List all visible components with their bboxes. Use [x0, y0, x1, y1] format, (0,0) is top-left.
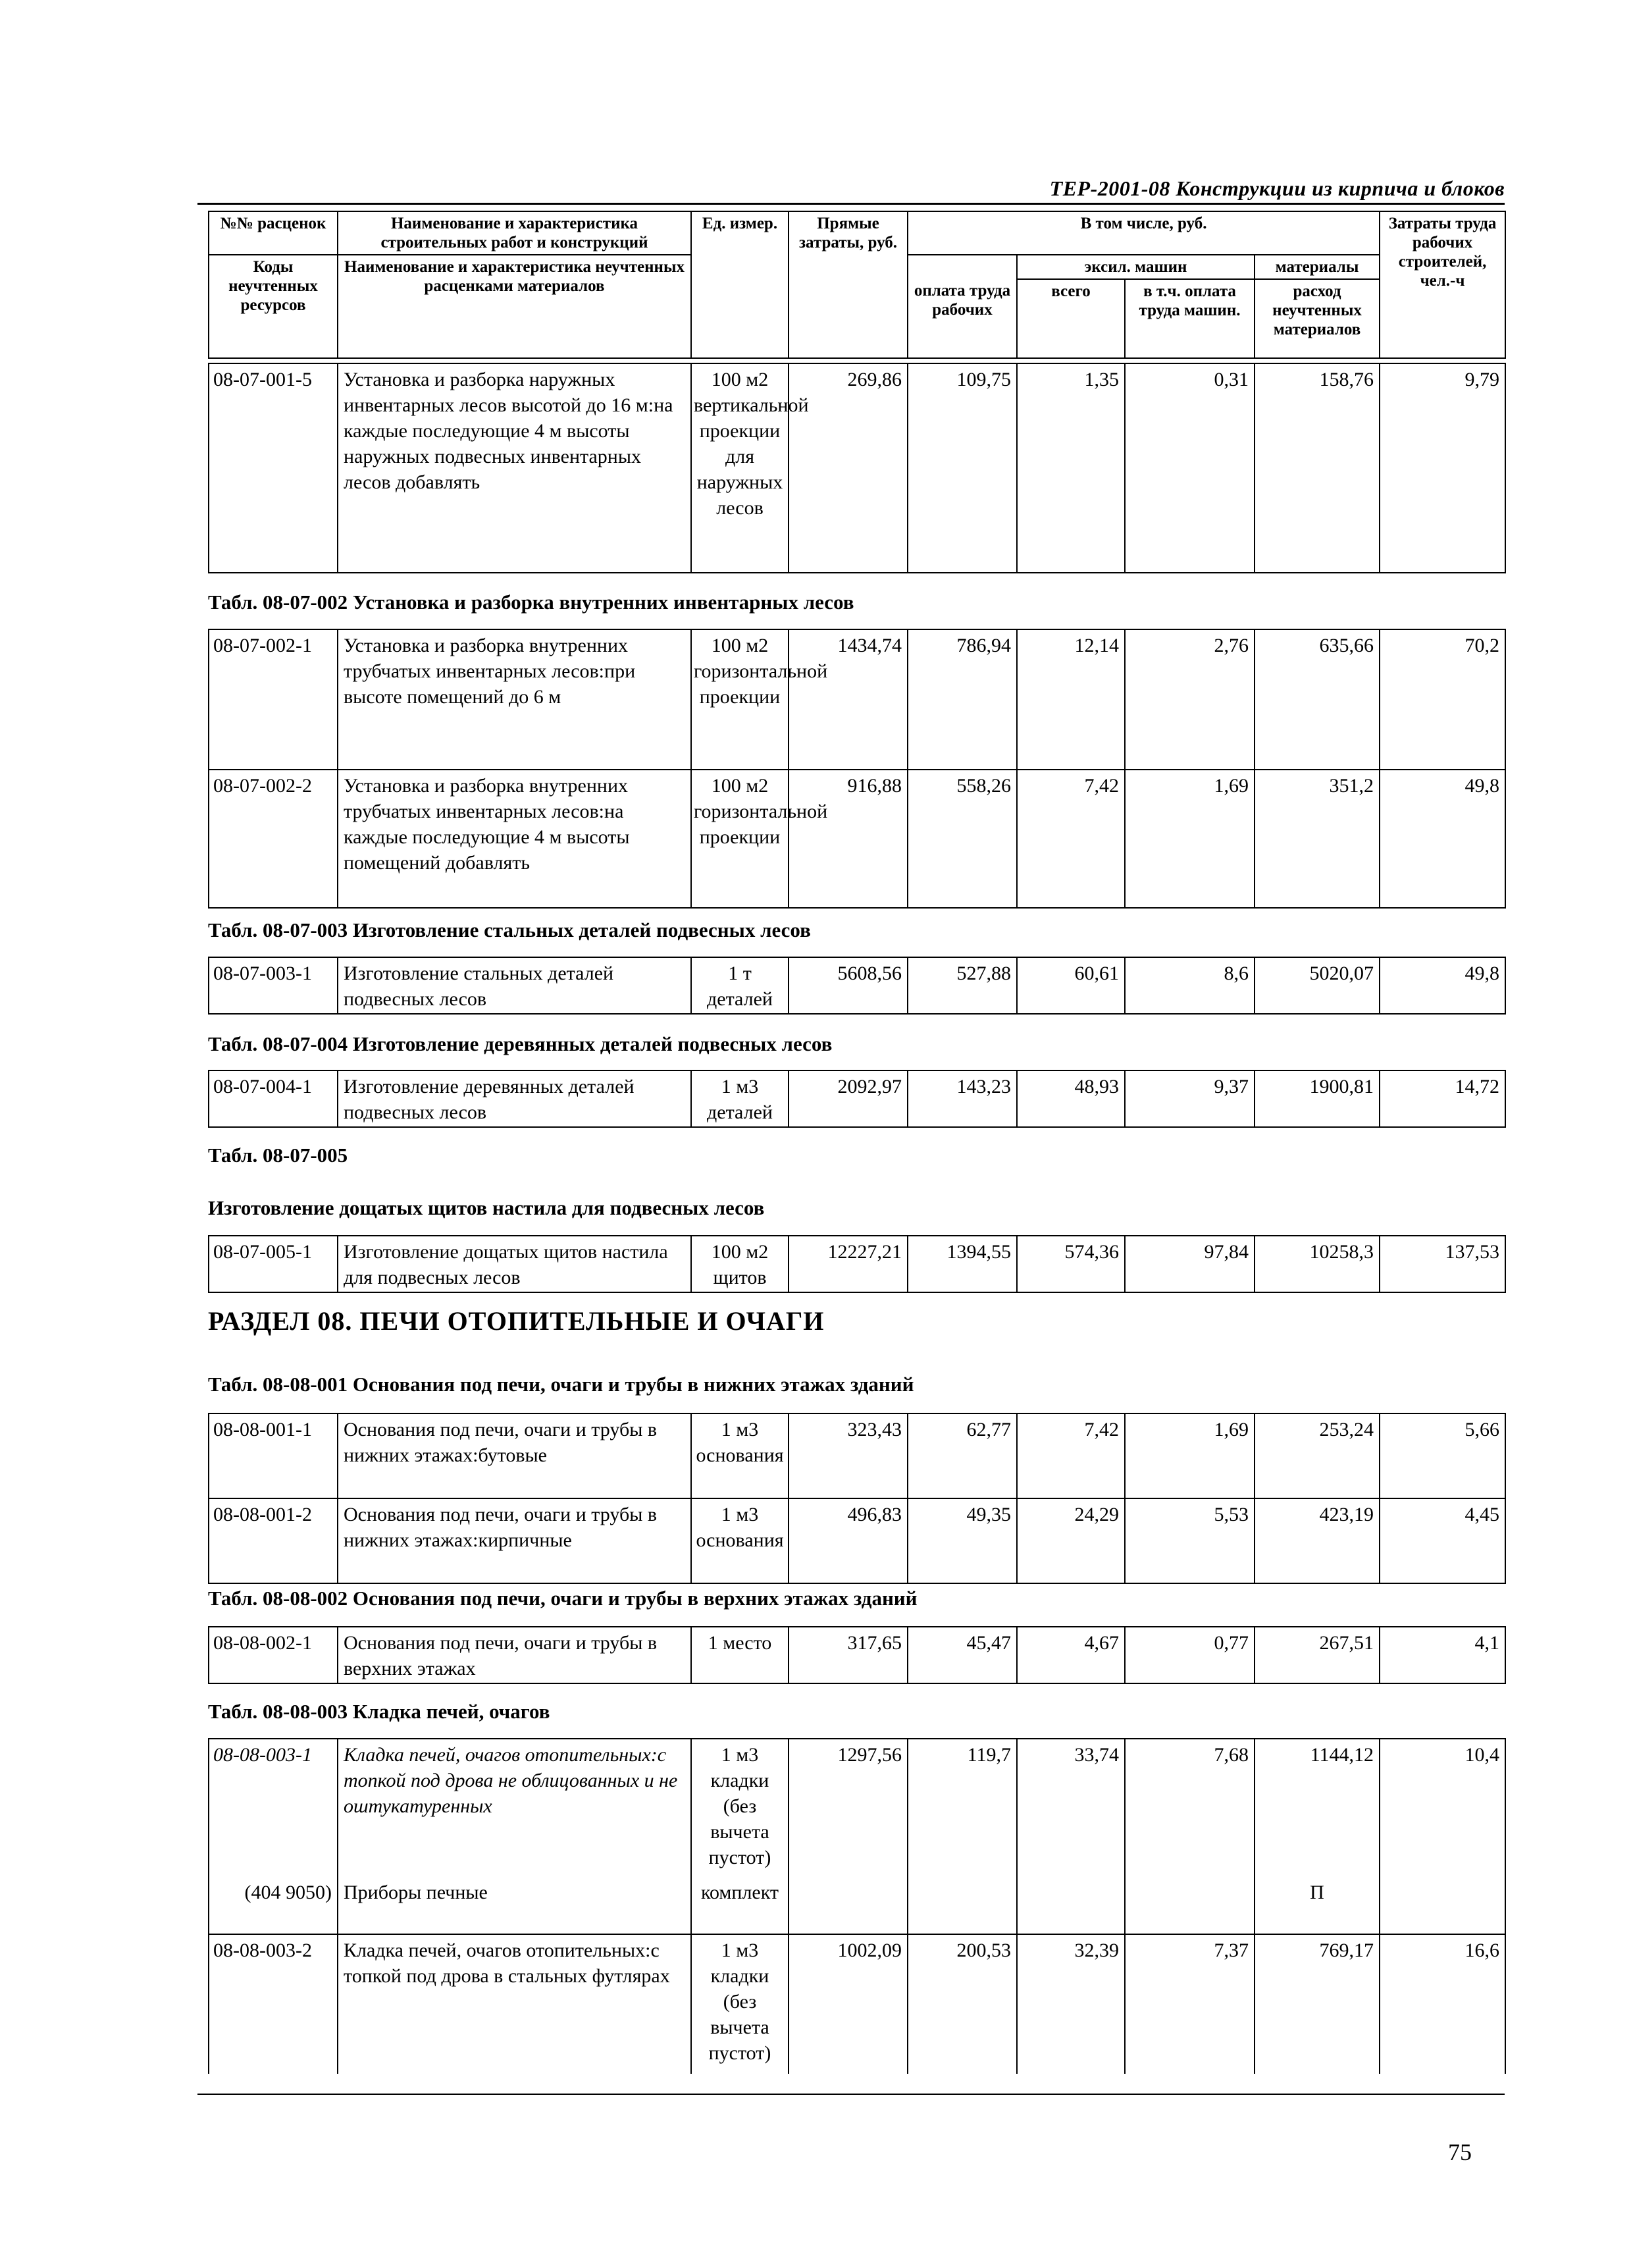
- table-08-07-003: [208, 957, 1506, 1015]
- footer-rule: [197, 2094, 1505, 2095]
- column-header-table: [208, 211, 1506, 359]
- table-08-08-003: [208, 1738, 1506, 2074]
- page-number: 75: [1448, 2139, 1472, 2165]
- table-row: 08-08-003-2 Кладка печей, очагов отопительных:с топкой под дрова в стальных футлярах 1 м3 кладки (без вычета пустот) 1002,09 200,53 32,39 7,37 769,17 16,6: [209, 1934, 1505, 2074]
- table-08-08-002: [208, 1626, 1506, 1684]
- header-code-label: №№ расценок: [209, 211, 338, 255]
- table-row: 08-08-002-1 Основания под печи, очаги и трубы в верхних этажах 1 место 317,65 45,47 4,67 0,77 267,51 4,1: [209, 1627, 1505, 1683]
- header-labor-pay-top: [908, 255, 1017, 279]
- caption-08-07-002: Табл. 08-07-002 Установка и разборка внутренних инвентарных лесов: [208, 591, 854, 614]
- header-incl: В том числе, руб.: [908, 211, 1380, 255]
- header-machines-total: всего: [1017, 279, 1125, 358]
- caption-08-07-005: Табл. 08-07-005: [208, 1144, 348, 1167]
- header-materials: материалы: [1255, 255, 1380, 279]
- header-material-label: Наименование и характеристика неучтенных расценками материалов: [338, 255, 691, 358]
- table-row: 08-07-003-1 Изготовление стальных деталей подвесных лесов 1 т деталей 5608,56 527,88 60,61 8,6 5020,07 49,8: [209, 957, 1505, 1014]
- table-row: 08-08-001-2 Основания под печи, очаги и трубы в нижних этажах:кирпичные 1 м3 основания 496,83 49,35 24,29 5,53 423,19 4,45: [209, 1498, 1505, 1583]
- table-row: 08-07-001-5 Установка и разборка наружных инвентарных лесов высотой до 16 м:на каждые последующие 4 м высоты наружных подвесных инвентарных лесов добавлять 100 м2 вертикальной проекции для наружных лесов 269,86 109,75 1,35 0,31 158,76 9,79: [209, 363, 1505, 573]
- caption-08-07-003: Табл. 08-07-003 Изготовление стальных деталей подвесных лесов: [208, 918, 811, 941]
- header-machines: эксил. машин: [1017, 255, 1255, 279]
- table-08-08-001: [208, 1413, 1506, 1584]
- header-materials-use: расход неучтенных материалов: [1255, 279, 1380, 358]
- header-unit: Ед. измер.: [691, 211, 789, 358]
- table-08-07-005: [208, 1235, 1506, 1293]
- resource-row: (404 9050) Приборы печные комплект П: [209, 1877, 1505, 1934]
- table-row: 08-07-005-1 Изготовление дощатых щитов настила для подвесных лесов 100 м2 щитов 12227,21 1394,55 574,36 97,84 10258,3 137,53: [209, 1236, 1505, 1292]
- table-row: 08-08-001-1 Основания под печи, очаги и трубы в нижних этажах:бутовые 1 м3 основания 323,43 62,77 7,42 1,69 253,24 5,66: [209, 1413, 1505, 1498]
- header-resource-code-label: Коды неучтенных ресурсов: [209, 255, 338, 358]
- caption-08-07-004: Табл. 08-07-004 Изготовление деревянных деталей подвесных лесов: [208, 1032, 833, 1055]
- header-labor-pay: оплата труда рабочих: [908, 279, 1017, 358]
- header-machines-labor: в т.ч. оплата труда машин.: [1125, 279, 1255, 358]
- table-row: 08-08-003-1 Кладка печей, очагов отопительных:с топкой под дрова не облицованных и не оштукатуренных 1 м3 кладки (без вычета пустот) 1297,56 119,7 33,74 7,68 1144,12 10,4: [209, 1739, 1505, 1877]
- caption-08-08-003: Табл. 08-08-003 Кладка печей, очагов: [208, 1700, 550, 1723]
- table-08-07-004: [208, 1070, 1506, 1128]
- table-08-07-001: [208, 363, 1506, 573]
- header-direct: Прямые затраты, руб.: [789, 211, 908, 358]
- table-row: 08-07-002-1 Установка и разборка внутренних трубчатых инвентарных лесов:при высоте помещений до 6 м 100 м2 горизонтальной проекции 1434,74 786,94 12,14 2,76 635,66 70,2: [209, 629, 1505, 770]
- table-row: 08-07-004-1 Изготовление деревянных деталей подвесных лесов 1 м3 деталей 2092,97 143,23 48,93 9,37 1900,81 14,72: [209, 1070, 1505, 1127]
- section-heading: РАЗДЕЛ 08. ПЕЧИ ОТОПИТЕЛЬНЫЕ И ОЧАГИ: [208, 1306, 825, 1336]
- header-labor-cost: Затраты труда рабочих строителей, чел.-ч: [1380, 211, 1505, 358]
- table-08-07-002: [208, 629, 1506, 909]
- header-name-label: Наименование и характеристика строительных работ и конструкций: [338, 211, 691, 255]
- header-rule: [197, 203, 1505, 205]
- table-row: 08-07-002-2 Установка и разборка внутренних трубчатых инвентарных лесов:на каждые последующие 4 м высоты помещений добавлять 100 м2 горизонтальной проекции 916,88 558,26 7,42 1,69 351,2 49,8: [209, 770, 1505, 908]
- caption-08-08-001: Табл. 08-08-001 Основания под печи, очаги и трубы в нижних этажах зданий: [208, 1373, 914, 1396]
- running-head: ТЕР-2001-08 Конструкции из кирпича и блоков: [1049, 176, 1505, 200]
- caption-08-08-002: Табл. 08-08-002 Основания под печи, очаги и трубы в верхних этажах зданий: [208, 1587, 918, 1610]
- caption-08-07-005-title: Изготовление дощатых щитов настила для подвесных лесов: [208, 1196, 765, 1219]
